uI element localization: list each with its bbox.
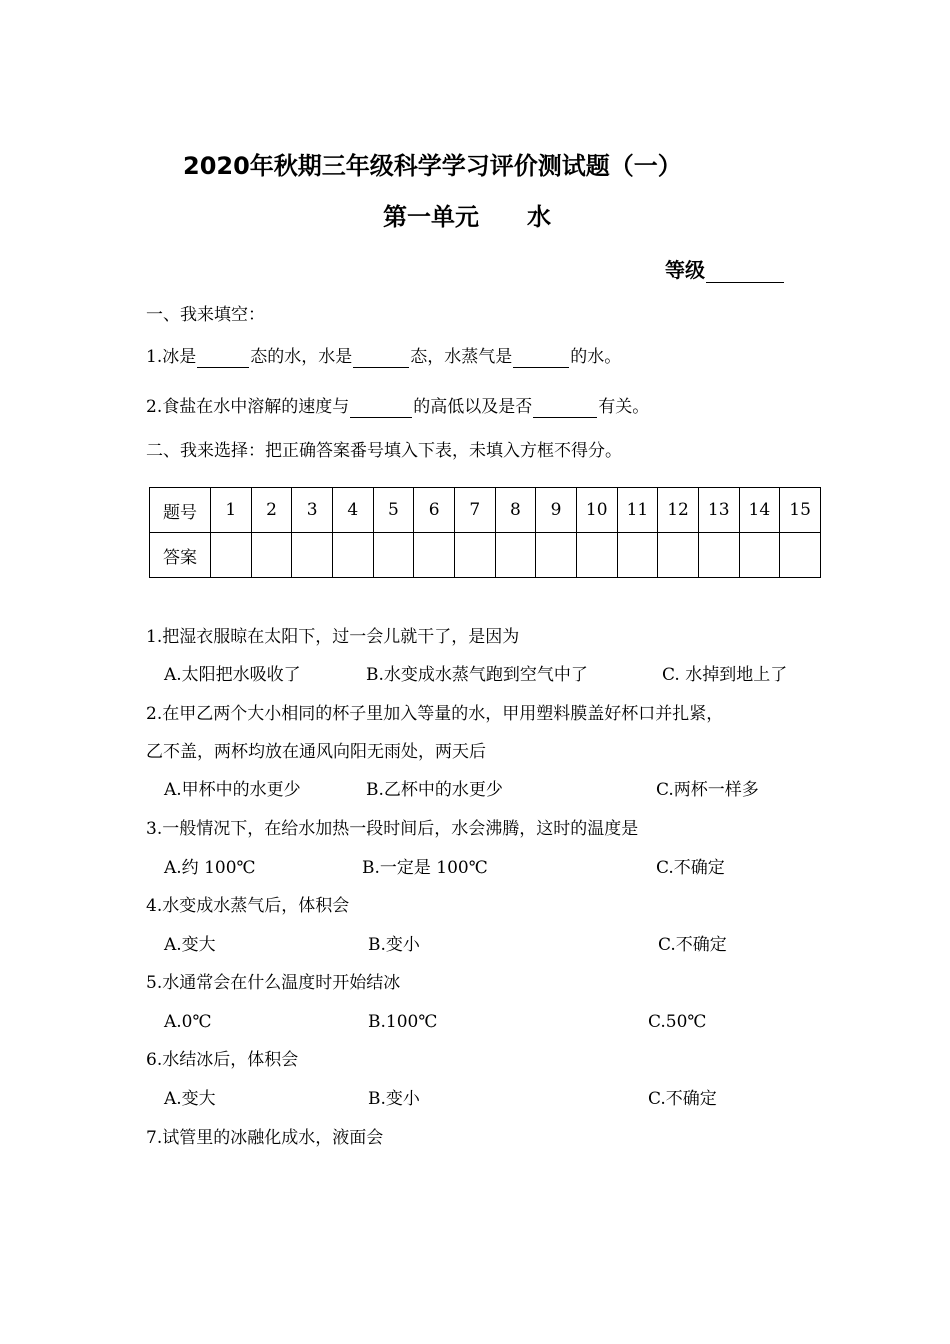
question-stem: 1.把湿衣服晾在太阳下，过一会儿就干了，是因为 bbox=[146, 627, 520, 647]
q1-blank-3[interactable] bbox=[513, 349, 569, 368]
question-stem: 3.一般情况下，在给水加热一段时间后，水会沸腾，这时的温度是 bbox=[146, 819, 639, 839]
question-stem: 4.水变成水蒸气后，体积会 bbox=[146, 896, 350, 916]
option-b[interactable]: B.变小 bbox=[368, 935, 420, 955]
number-cell: 5 bbox=[373, 488, 414, 533]
q1-blank-1[interactable] bbox=[197, 349, 249, 368]
q1-blank-2[interactable] bbox=[353, 349, 409, 368]
section1-heading: 一、我来填空： bbox=[146, 305, 265, 325]
q2-blank-1[interactable] bbox=[350, 399, 412, 418]
number-cell: 8 bbox=[495, 488, 536, 533]
option-b[interactable]: B.水变成水蒸气跑到空气中了 bbox=[366, 665, 588, 685]
number-cell: 13 bbox=[698, 488, 739, 533]
option-b[interactable]: B.乙杯中的水更少 bbox=[366, 780, 503, 800]
answer-cell[interactable] bbox=[332, 533, 373, 578]
number-cell: 3 bbox=[292, 488, 333, 533]
answer-cell[interactable] bbox=[617, 533, 658, 578]
answer-cell[interactable] bbox=[780, 533, 821, 578]
question-stem: 2.在甲乙两个大小相同的杯子里加入等量的水，甲用塑料膜盖好杯口并扎紧， bbox=[146, 704, 724, 724]
q1-text-b: 态的水，水是 bbox=[250, 347, 353, 367]
q1-text-c: 态，水蒸气是 bbox=[410, 347, 513, 367]
number-cell: 6 bbox=[414, 488, 455, 533]
option-a[interactable]: A.约 100℃ bbox=[164, 858, 256, 878]
answer-cell[interactable] bbox=[373, 533, 414, 578]
option-b[interactable]: B.100℃ bbox=[368, 1012, 438, 1032]
option-a[interactable]: A.0℃ bbox=[164, 1012, 212, 1032]
page-title: 2020年秋期三年级科学学习评价测试题（一） bbox=[183, 152, 682, 180]
q2-text-c: 有关。 bbox=[598, 397, 650, 417]
option-c[interactable]: C.50℃ bbox=[648, 1012, 707, 1032]
answer-cell[interactable] bbox=[495, 533, 536, 578]
number-cell: 4 bbox=[332, 488, 373, 533]
unit-subtitle bbox=[383, 197, 551, 232]
q2-blank-2[interactable] bbox=[533, 399, 597, 418]
section2-heading: 二、我来选择：把正确答案番号填入下表，未填入方框不得分。 bbox=[146, 441, 622, 461]
option-a[interactable]: A.甲杯中的水更少 bbox=[164, 780, 301, 800]
answer-cell[interactable] bbox=[576, 533, 617, 578]
number-cell: 9 bbox=[536, 488, 577, 533]
grade-field bbox=[665, 254, 785, 283]
answer-cell[interactable] bbox=[698, 533, 739, 578]
option-c[interactable]: C.不确定 bbox=[656, 858, 725, 878]
answer-cell[interactable] bbox=[536, 533, 577, 578]
question-stem: 6.水结冰后，体积会 bbox=[146, 1050, 299, 1070]
question-stem: 7.试管里的冰融化成水，液面会 bbox=[146, 1128, 384, 1148]
option-c[interactable]: C.不确定 bbox=[658, 935, 727, 955]
option-c[interactable]: C. 水掉到地上了 bbox=[662, 665, 788, 685]
option-c[interactable]: C.两杯一样多 bbox=[656, 780, 759, 800]
option-b[interactable]: B.变小 bbox=[368, 1089, 420, 1109]
row-label-number: 题号 bbox=[150, 488, 211, 533]
number-cell: 10 bbox=[576, 488, 617, 533]
number-cell: 11 bbox=[617, 488, 658, 533]
grade-label: 等级 bbox=[665, 258, 705, 282]
table-row-numbers bbox=[150, 488, 821, 533]
answer-cell[interactable] bbox=[414, 533, 455, 578]
option-b[interactable]: B.一定是 100℃ bbox=[362, 858, 488, 878]
number-cell: 7 bbox=[454, 488, 495, 533]
q2-text-b: 的高低以及是否 bbox=[413, 397, 533, 417]
unit-topic: 水 bbox=[527, 203, 551, 231]
grade-blank[interactable] bbox=[706, 260, 784, 283]
question-stem-continued: 乙不盖，两杯均放在通风向阳无雨处，两天后 bbox=[146, 742, 486, 762]
answer-table bbox=[149, 487, 821, 578]
number-cell: 12 bbox=[658, 488, 699, 533]
table-row-answers bbox=[150, 533, 821, 578]
option-a[interactable]: A.太阳把水吸收了 bbox=[164, 665, 301, 685]
q1-text-d: 的水。 bbox=[570, 347, 622, 367]
q2-text-a: 2.食盐在水中溶解的速度与 bbox=[146, 397, 350, 417]
option-c[interactable]: C.不确定 bbox=[648, 1089, 717, 1109]
number-cell: 1 bbox=[211, 488, 252, 533]
fill-question-1 bbox=[146, 346, 621, 368]
option-a[interactable]: A.变大 bbox=[164, 935, 216, 955]
fill-question-2 bbox=[146, 396, 649, 418]
number-cell: 15 bbox=[780, 488, 821, 533]
answer-cell[interactable] bbox=[454, 533, 495, 578]
answer-cell[interactable] bbox=[211, 533, 252, 578]
answer-cell[interactable] bbox=[658, 533, 699, 578]
row-label-answer: 答案 bbox=[150, 533, 211, 578]
unit-label: 第一单元 bbox=[383, 203, 479, 231]
answer-cell[interactable] bbox=[739, 533, 780, 578]
answer-cell[interactable] bbox=[251, 533, 292, 578]
answer-cell[interactable] bbox=[292, 533, 333, 578]
question-stem: 5.水通常会在什么温度时开始结冰 bbox=[146, 973, 401, 993]
option-a[interactable]: A.变大 bbox=[164, 1089, 216, 1109]
number-cell: 2 bbox=[251, 488, 292, 533]
number-cell: 14 bbox=[739, 488, 780, 533]
q1-text-a: 1.冰是 bbox=[146, 347, 197, 367]
